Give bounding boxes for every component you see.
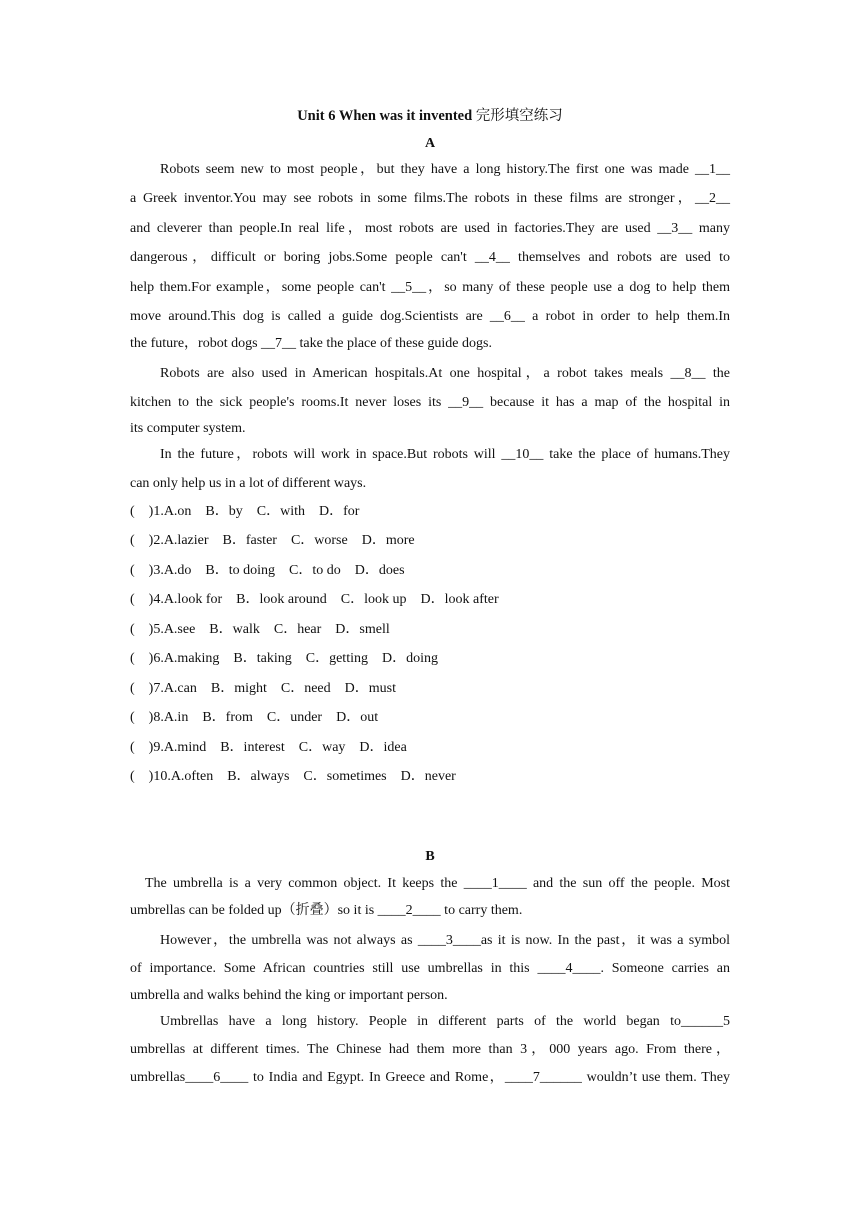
question-option-row: ( )5.A.see B．walk C．hear D．smell [130,622,390,637]
paragraph-line: move around.This dog is called a guide dog.Scientists are __6__ a robot in order to help them.In [130,309,730,324]
question-option-row: ( )1.A.on B．by C．with D．for [130,504,360,519]
paragraph-line: In the future，robots will work in space.But robots will __10__ take the place of humans.They [160,447,730,462]
page-title [0,104,860,125]
paragraph-line: the future，robot dogs __7__ take the place of these guide dogs. [130,336,492,351]
paragraph-line: can only help us in a lot of different ways. [130,476,367,491]
paragraph-line: umbrellas____6____ to India and Egypt. In Greece and Rome，____7______ wouldn’t use them. They [130,1070,730,1085]
paragraph-line: help them.For example，some people can't __5__，so many of these people use a dog to help them [130,280,730,295]
title-en: Unit 6 When was it invented [297,108,473,124]
title-cn: 完形填空练习 [475,108,563,124]
question-option-row: ( )9.A.mind B．interest C．way D．idea [130,740,407,755]
paragraph-line: kitchen to the sick people's rooms.It never loses its __9__ because it has a map of the hospital in [130,395,730,410]
paragraph-line: a Greek inventor.You may see robots in some films.The robots in these films are stronger，__2__ [130,191,730,206]
paragraph-line: its computer system. [130,421,246,436]
paragraph-line: umbrella and walks behind the king or important person. [130,988,448,1003]
paragraph-line: of importance. Some African countries still use umbrellas in this ____4____. Someone carries an [130,961,730,976]
question-option-row: ( )10.A.often B．always C．sometimes D．never [130,769,456,784]
paragraph-line: However，the umbrella was not always as ____3____as it is now. In the past，it was a symbol [160,933,730,948]
question-option-row: ( )8.A.in B．from C．under D．out [130,710,379,725]
paragraph-line: Robots seem new to most people，but they have a long history.The first one was made __1__ [160,162,730,177]
paragraph-line: The umbrella is a very common object. It keeps the ____1____ and the sun off the people. Most [145,876,730,891]
paragraph-line: Robots are also used in American hospitals.At one hospital，a robot takes meals __8__ the [160,366,730,381]
paragraph-line: umbrellas can be folded up（折叠）so it is ____2____ to carry them. [130,903,523,918]
paragraph-line: dangerous，difficult or boring jobs.Some people can't __4__ themselves and robots are used to [130,250,730,265]
question-option-row: ( )7.A.can B．might C．need D．must [130,681,396,696]
question-option-row: ( )2.A.lazier B．faster C．worse D．more [130,533,415,548]
paragraph-line: and cleverer than people.In real life，most robots are used in factories.They are used __3__ many [130,221,730,236]
question-option-row: ( )4.A.look for B．look around C．look up D．look after [130,592,499,607]
section-a-heading: A [424,136,436,151]
paragraph-line: Umbrellas have a long history. People in different parts of the world began to______5 [160,1014,730,1029]
section-b-heading: B [425,849,435,864]
paragraph-line: umbrellas at different times. The Chinese had them more than 3，000 years ago. From there， [130,1042,730,1057]
question-option-row: ( )3.A.do B．to doing C．to do D．does [130,563,405,578]
question-option-row: ( )6.A.making B．taking C．getting D．doing [130,651,438,666]
